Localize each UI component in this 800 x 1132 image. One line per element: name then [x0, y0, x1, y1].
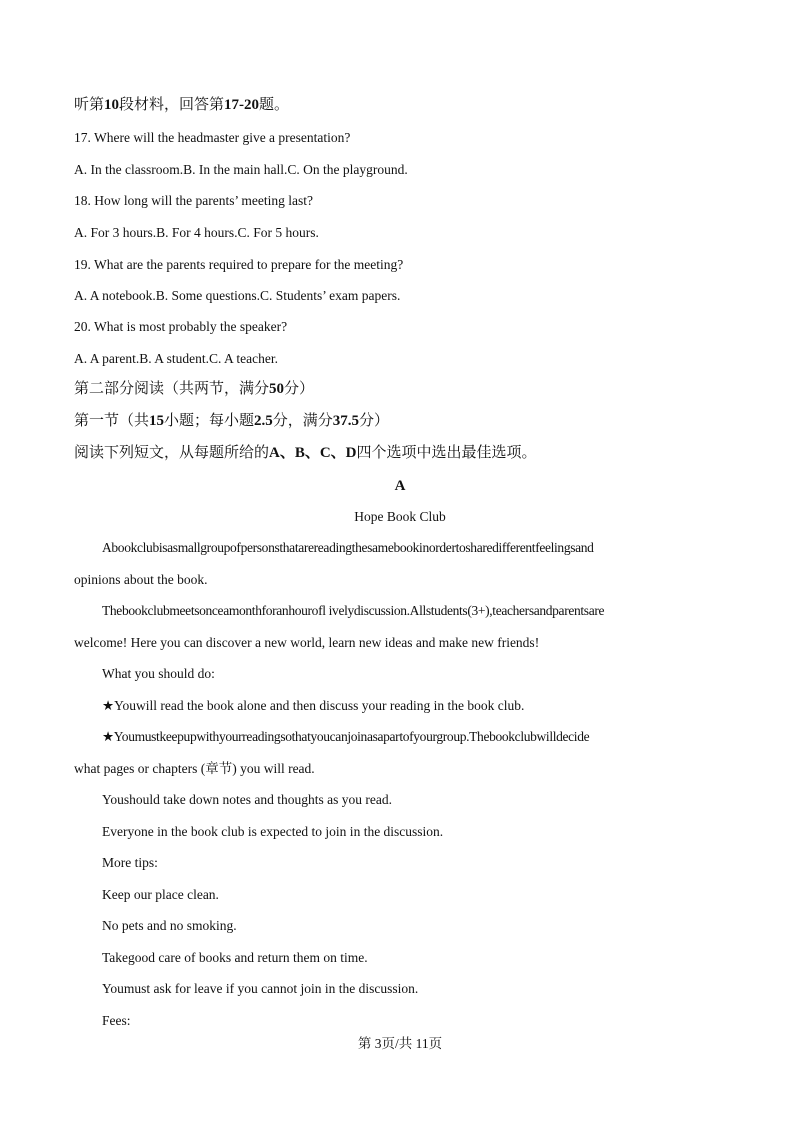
paragraph-1-line-2: opinions about the book. [74, 572, 208, 587]
question-19: 19. What are the parents required to prepare for the meeting? [74, 257, 404, 272]
star-item-2-line-2: what pages or chapters (章节) you will read. [74, 761, 315, 776]
question-17-options: A. In the classroom.B. In the main hall.C. On the playground. [74, 162, 408, 177]
part2-heading-a: 第二部分阅读（共两节，满分 [74, 381, 270, 397]
s1-c: 小题；每小题 [164, 413, 255, 429]
intro-mid: 段材料，回答第 [119, 97, 225, 113]
inst-options: A、B、C、D [269, 445, 357, 461]
fees-heading: Fees: [102, 1013, 131, 1028]
section1-heading [74, 412, 734, 430]
more-tips-heading: More tips: [102, 855, 158, 870]
paragraph-1-line-1: Abookclubisasmallgroupofpersonsthatarereadingthesamebookinordertosharedifferentfeelingsand [102, 540, 594, 555]
inst-c: 四个选项中选出最佳选项。 [356, 445, 537, 461]
s1-count: 15 [149, 413, 165, 429]
s1-each: 2.5 [254, 413, 273, 429]
tip-books: Takegood care of books and return them on time. [102, 950, 368, 965]
question-17: 17. Where will the headmaster give a presentation? [74, 130, 351, 145]
paragraph-2-line-1: Thebookclubmeetsonceamonthforanhourofl ivelydiscussion.Allstudents(3+),teachersandparentsare [102, 603, 605, 618]
star-item-2-line-1: ★Youmustkeepupwithyourreadingsothatyoucanjoinasapartofyourgroup.Thebookclubwilldecide [102, 729, 590, 744]
intro-suffix: 题。 [259, 97, 290, 113]
question-18: 18. How long will the parents’ meeting last? [74, 193, 313, 208]
question-19-options: A. A notebook.B. Some questions.C. Students’ exam papers. [74, 288, 401, 303]
s1-a: 第一节（共 [74, 413, 150, 429]
part2-heading-c: 分） [284, 381, 315, 397]
paragraph-2-line-2: welcome! Here you can discover a new world, learn new ideas and make new friends! [74, 635, 540, 650]
question-18-options: A. For 3 hours.B. For 4 hours.C. For 5 hours. [74, 225, 319, 240]
intro-prefix: 听第 [74, 97, 105, 113]
what-you-should-do-heading: What you should do: [102, 666, 215, 681]
star-item-1: ★Youwill read the book alone and then discuss your reading in the book club. [102, 698, 525, 713]
listening-section-intro [74, 96, 734, 114]
part2-heading [74, 380, 734, 398]
s1-e: 分，满分 [272, 413, 333, 429]
tip-clean: Keep our place clean. [102, 887, 219, 902]
tip-no-pets: No pets and no smoking. [102, 918, 237, 933]
tip-leave: Youmust ask for leave if you cannot join in the discussion. [102, 981, 419, 996]
question-20-options: A. A parent.B. A student.C. A teacher. [74, 351, 278, 366]
passage-label: A [394, 478, 406, 494]
intro-material-number: 10 [104, 97, 120, 113]
intro-question-range: 17-20 [224, 97, 260, 113]
item-discussion: Everyone in the book club is expected to join in the discussion. [102, 824, 444, 839]
reading-instruction [74, 444, 734, 462]
passage-title: Hope Book Club [354, 509, 446, 524]
question-20: 20. What is most probably the speaker? [74, 319, 288, 334]
s1-total: 37.5 [332, 413, 360, 429]
s1-g: 分） [359, 413, 390, 429]
inst-a: 阅读下列短文，从每题所给的 [74, 445, 270, 461]
part2-heading-score: 50 [269, 381, 285, 397]
page-footer: 第 3页/共 11页 [357, 1036, 443, 1051]
item-notes: Youshould take down notes and thoughts as you read. [102, 792, 392, 807]
